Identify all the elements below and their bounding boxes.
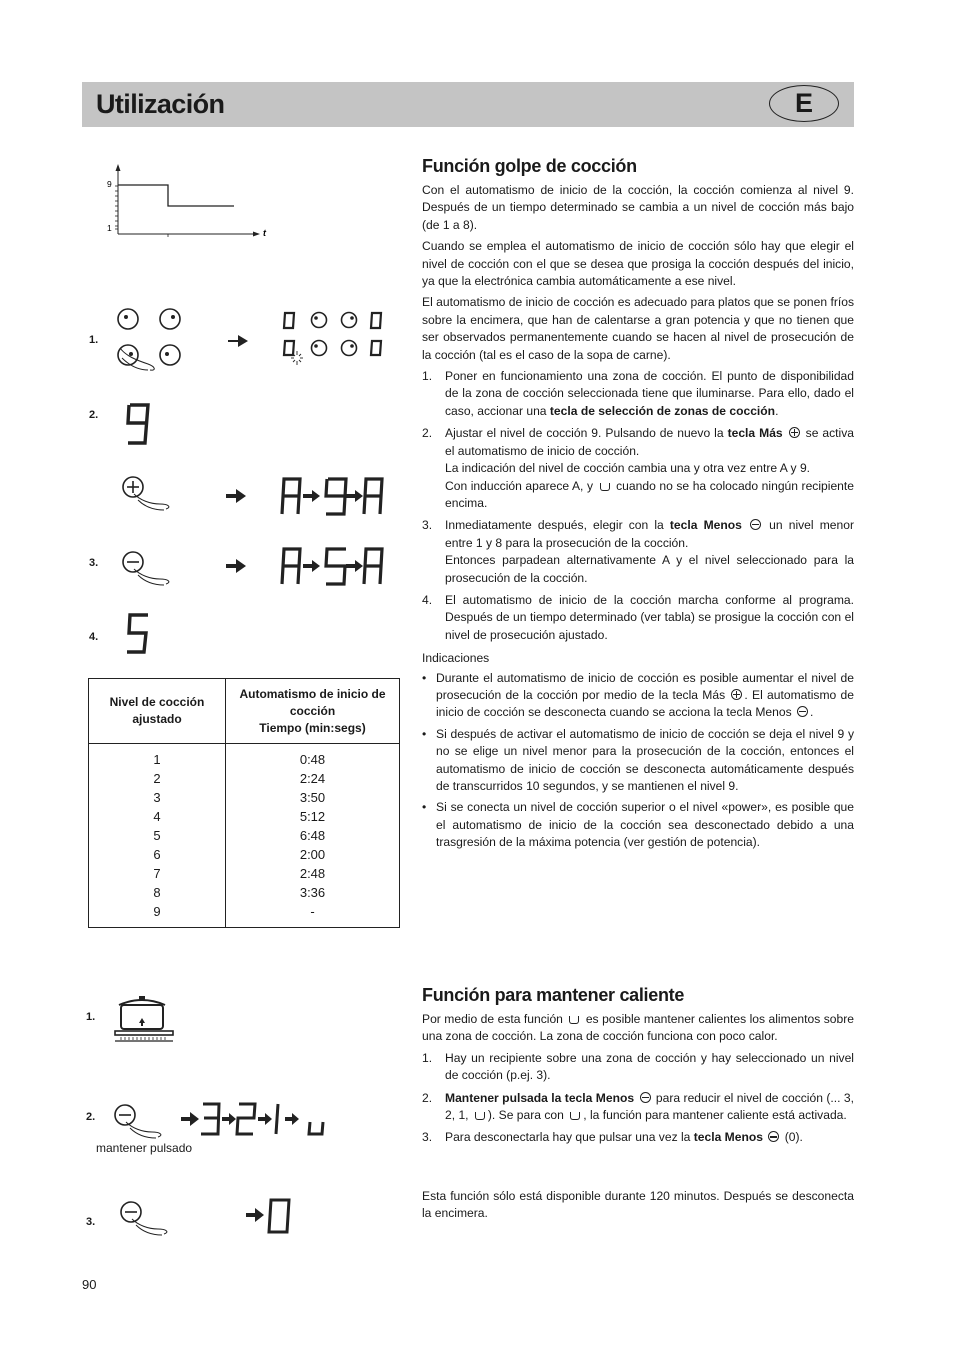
step-number: 3. [422,518,433,533]
bullet-icon: • [422,800,427,815]
plus-icon [731,689,742,700]
notes-list [422,670,854,852]
boost-steps-list [422,368,854,644]
keep-warm-left-step-1: 1. [86,1011,96,1023]
minus-icon [640,1092,651,1103]
table-time-value: 2:24 [299,771,326,786]
countdown-display-figure [181,1100,331,1142]
section-title-keep-warm: Función para mantener caliente [422,985,685,1005]
step-text: un nivel menor entre 1 y 8 para la prosecución de la cocción. [445,518,854,550]
step-number: 2. [422,426,433,441]
intro-text: es posible mantener calientes los alimentos sobre una zona de cocción. La zona de cocción funciona con poco calor. [422,1012,854,1044]
table-time-value: - [310,904,315,919]
minus-icon [768,1131,779,1142]
step-text: (0). [781,1130,803,1145]
section-keep-warm-body [422,1011,854,1152]
step-key-name: Mantener pulsada la tecla Menos [445,1090,635,1105]
off-display-figure [246,1196,296,1238]
display-level-9 [124,402,154,446]
table-time-value: 5:12 [299,809,326,824]
keep-warm-footer-note: Esta función sólo está disponible durante 120 minutos. Después se desconecta la encimera. [422,1189,854,1221]
left-step-1: 1. [89,334,99,346]
step-text: ). Se para con [487,1108,568,1123]
page-title: Utilización [96,89,225,119]
graph-y-bottom: 1 [107,223,112,233]
plus-key-figure [120,474,180,514]
table-header-row [89,679,400,744]
step-key-name: tecla de selección de zonas de cocción [549,403,776,418]
table-level-value: 9 [153,904,161,919]
note-text: Si después de activar el automatismo de inicio de cocción se deja el nivel 9 y no se elige un nivel menor para la prosecución de la cocción, entonces el automatismo de inicio de cocción se desconecta automáticamente después de transcurridos 10 segundos, y se mantienen el nivel 9. [436,726,854,793]
table-level-value: 6 [153,847,161,862]
table-level-value: 3 [153,790,161,805]
display-a9a-sequence [226,475,391,520]
left-step-2: 2. [89,409,99,421]
table-times-cell [226,744,400,928]
left-step-3: 3. [89,557,99,569]
note-text: . El automatismo de inicio de cocción se desconecta cuando se acciona la tecla Menos [436,687,854,720]
bullet-icon: • [422,670,427,685]
table-level-value: 1 [153,752,161,767]
note-text: Durante el automatismo de inicio de cocción es posible aumentar el nivel de prosecución de la cocción por medio de la tecla Más [436,670,854,702]
table-level-value: 5 [153,828,161,843]
left-step-4: 4. [89,631,99,643]
graph-x-label: t [263,228,266,238]
display-level-5 [124,612,154,656]
step-number: 2. [422,1090,433,1105]
step-number: 1. [422,369,433,384]
keep-warm-icon [570,1112,580,1120]
cooking-time-table [88,678,400,928]
step-number: 1. [422,1050,433,1065]
list-item [422,425,854,512]
table-level-value: 7 [153,866,161,881]
display-a5a-sequence [226,545,391,590]
step-text: Con inducción aparece A, y [445,478,597,493]
table-level-value: 4 [153,809,161,824]
zone-select-figure [112,304,402,374]
step-key-name: tecla Menos [693,1130,763,1145]
bullet-icon: • [422,726,427,741]
off-minus-key-figure [118,1200,178,1245]
table-time-value: 3:50 [299,790,326,805]
table-time-value: 2:48 [299,866,326,881]
minus-key-figure [120,550,180,590]
section-title-boost: Función golpe de cocción [422,156,637,176]
paragraph [422,1011,854,1046]
keep-warm-left-step-2: 2. [86,1111,96,1123]
step-text: cuando no se ha colocado ningún recipiente encima. [445,478,854,510]
step-text: para reducir el nivel de cocción (... 3, 2, 1, [445,1090,854,1123]
step-text: Inmediatamente después, elegir con la [445,518,670,533]
table-time-value: 6:48 [299,828,326,843]
paragraph: El automatismo de inicio de cocción es adecuado para platos que se ponen fríos sobre la encimera, que han de calentarse a gran potencia y que no tienen que ser observados permanentemente cuando se hacen al nivel de prosecución de la cocción (tal es el caso de la sopa de carne). [422,295,854,362]
intro-text: Por medio de esta función [422,1012,567,1026]
no-pan-icon [600,483,610,491]
step-text: El automatismo de inicio de la cocción marcha conforme al programa. Después de un tiempo determinado (ver tabla) se prosigue la cocción con el nivel de prosecución ajustado. [445,592,854,642]
table-header-time-unit: Tiempo (min:segs) [259,720,366,735]
list-item [422,1129,854,1146]
table-levels-cell [89,744,226,928]
page-number: 90 [82,1277,97,1292]
graph-y-top: 9 [107,179,112,189]
table-time-value: 2:00 [299,847,326,862]
step-text: se activa el automatismo de inicio de cocción. [445,426,854,458]
keep-warm-steps-list [422,1050,854,1147]
note-text: Si se conecta un nivel de cocción superior o el nivel «power», es posible que el automatismo de inicio de la cocción sea desconectado debido a una trasgresión de la máxima potencia (ver gestión de potencia). [436,800,854,850]
step-number: 3. [422,1130,433,1145]
table-header-time [226,679,400,744]
table-header-time-title: Automatismo de inicio de cocción [239,686,386,718]
step-text: Hay un recipiente sobre una zona de cocción y hay seleccionado un nivel de cocción (p.ej. 3). [445,1050,854,1083]
table-level-value: 2 [153,771,161,786]
list-item [422,1090,854,1125]
step-text: Ajustar el nivel de cocción 9. Pulsando de nuevo la [445,426,728,441]
pot-on-zone-figure [113,993,178,1043]
list-item [422,1050,854,1085]
keep-warm-icon [569,1016,579,1024]
section-boost-body [422,182,854,856]
table-time-value: 3:36 [299,885,326,900]
hold-caption: mantener pulsado [96,1141,193,1155]
table-header-level: Nivel de cocción ajustado [89,679,226,744]
language-badge: E [769,85,839,122]
table-level-value: 8 [153,885,161,900]
step-key-name: tecla Más [727,426,783,441]
list-item [422,799,854,851]
paragraph: Cuando se emplea el automatismo de inicio de cocción sólo hay que elegir el nivel de cocción con el que se desea que prosiga la cocción después del inicio, ya que la electrónica cambia automáticamente a ese nivel. [422,239,854,289]
step-key-name: tecla Menos [669,518,742,533]
step-text: Poner en funcionamiento una zona de cocción. El punto de disponibilidad de la zona de cocción seleccionada tiene que iluminarse. Para ello, dado el caso, accionar una [445,369,854,418]
plus-icon [789,427,800,438]
step-number: 4. [422,592,433,607]
step-text: , la función para mantener caliente está activada. [583,1108,847,1123]
list-item [422,670,854,722]
minus-icon [750,519,761,530]
list-item [422,368,854,420]
power-graph [100,164,280,244]
step-text: Entonces parpadean alternativamente A y el nivel seleccionado para la prosecución de la cocción. [445,553,854,585]
keep-warm-left-step-3: 3. [86,1216,96,1228]
list-item [422,726,854,796]
list-item [422,517,854,587]
paragraph: Con el automatismo de inicio de la cocción, la cocción comienza al nivel 9. Después de un tiempo determinado se cambia a un nivel de cocción más bajo (de 1 a 8). [422,183,854,232]
keep-warm-icon [475,1112,485,1120]
note-text: . [810,705,814,720]
step-text: . [775,403,779,418]
notes-title: Indicaciones [422,651,490,666]
table-time-value: 0:48 [299,752,326,767]
table-body-row [89,744,400,928]
minus-icon [797,706,808,717]
list-item [422,592,854,644]
step-text: Para desconectarla hay que pulsar una vez la [445,1130,694,1145]
step-text: La indicación del nivel de cocción cambia una y otra vez entre A y 9. [445,461,811,476]
